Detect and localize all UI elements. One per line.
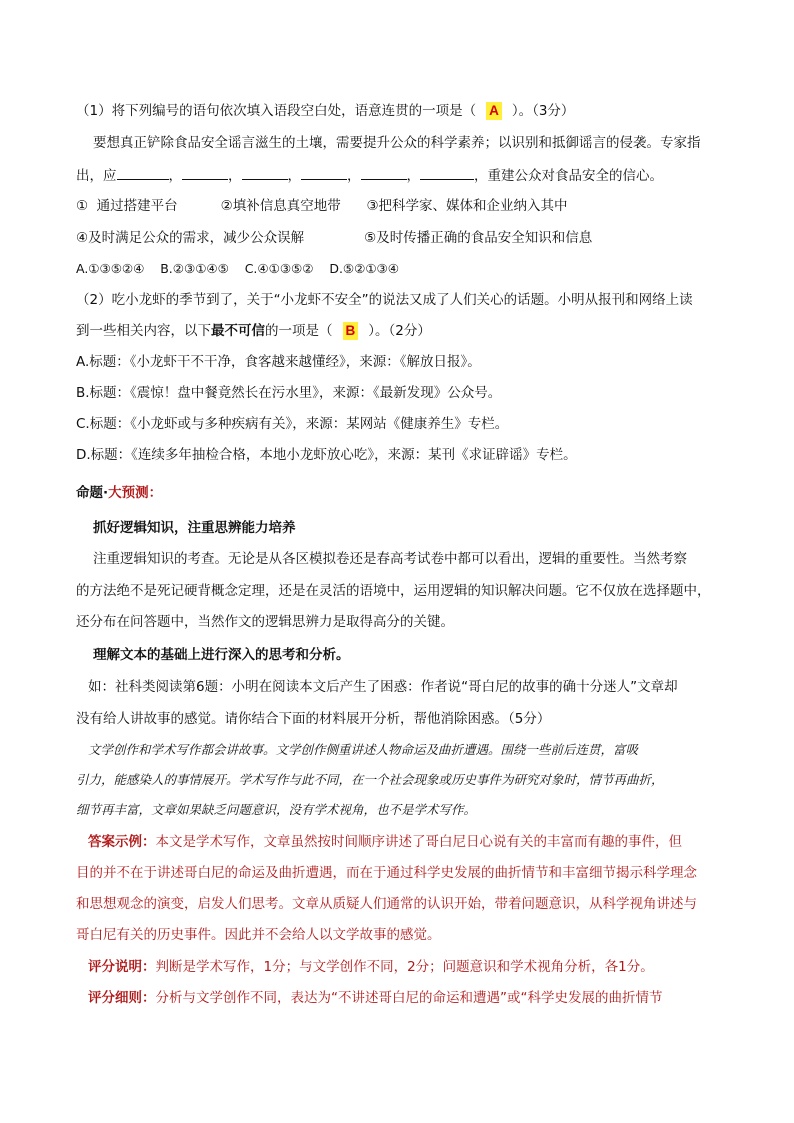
material-line2: 引力，能感染人的事情展开。学术写作与此不同，在一个社会现象或历史事件为研究对象时，情节再曲折， [76,772,664,787]
q1-options-line2: ④及时满足公众的需求，减少公众误解 ⑤及时传播正确的食品安全知识和信息 [76,230,593,246]
example-line2: 没有给人讲故事的感觉。请你结合下面的材料展开分析，帮他消除困惑。（5分） [76,711,551,727]
score-explanation: 评分说明：判断是学术写作，1分；与文学创作不同，2分；问题意识和学术视角分析，各1分。 [88,959,654,975]
q2-option-b: B.标题：《震惊！盘中餐竟然长在污水里》，来源：《最新发现》公众号。 [76,385,502,401]
q2-option-d: D.标题：《连续多年抽检合格，本地小龙虾放心吃》，来源：某刊《求证辟谣》专栏。 [76,447,577,463]
para-logic-line3: 还分布在问答题中，当然作文的逻辑思辨力是取得高分的关键。 [76,614,454,630]
para-logic-line2: 的方法绝不是死记硬背概念定理，还是在灵活的语境中，运用逻辑的知识解决问题。它不仅放在选择题中， [76,583,711,599]
score-detail: 评分细则：分析与文学创作不同，表达为“不讲述哥白尼的命运和遭遇”或“科学史发展的曲折情节 [88,990,663,1006]
section-label: 命题·大预测： [76,485,163,501]
answer-example-line1: 答案示例：本文是学术写作，文章虽然按时间顺序讲述了哥白尼日心说有关的丰富而有趣的事件，但 [88,834,682,850]
q2-stem-line1: （2）吃小龙虾的季节到了，关于“小龙虾不安全”的说法又成了人们关心的话题。小明从报刊和网络上读 [76,292,693,308]
fill-blank [361,165,407,180]
heading-analysis: 理解文本的基础上进行深入的思考和分析。 [93,647,350,663]
fill-blank [301,165,347,180]
material-line1: 文学创作和学术写作都会讲故事。文学创作侧重讲述人物命运及曲折遭遇。围绕一些前后连贯，富吸 [88,742,639,757]
q1-paragraph-line2: 出，应 ， ， ， ， ， ，重建公众对食品安全的信心。 [76,165,663,186]
fill-blank [420,165,474,180]
q1-choices: A.①③⑤②④ B.②③①④⑤ C.④①③⑤② D.⑤②①③④ [76,261,399,276]
fill-blank [182,165,228,180]
example-line1: 如：社科类阅读第6题：小明在阅读本文后产生了困惑：作者说“哥白尼的故事的确十分迷人”文章却 [88,679,678,695]
material-line3: 细节再丰富，文章如果缺乏问题意识，没有学术视角，也不是学术写作。 [76,802,477,817]
q2-option-a: A.标题：《小龙虾干不干净，食客越来越懂经》，来源：《解放日报》。 [76,354,481,370]
answer-example-line2: 目的并不在于讲述哥白尼的命运及曲折遭遇，而在于通过科学史发展的曲折情节和丰富细节揭示科学理念 [76,865,697,881]
q1-paragraph-line1: 要想真正铲除食品安全谣言滋生的土壤，需要提升公众的科学素养；以识别和抵御谣言的侵袭。专家指 [93,135,701,151]
fill-blank [242,165,288,180]
q2-stem-line2: 到一些相关内容，以下最不可信的一项是（ B ）。（2分） [76,323,431,339]
q2-option-c: C.标题：《小龙虾或与多种疾病有关》，来源：某网站《健康养生》专栏。 [76,416,509,432]
q1-options-line1: ① 通过搭建平台 ②填补信息真空地带 ③把科学家、媒体和企业纳入其中 [76,198,568,214]
q2-answer-highlight: B [343,322,359,340]
heading-logic: 抓好逻辑知识，注重思辨能力培养 [93,520,296,536]
para-logic-line1: 注重逻辑知识的考查。无论是从各区模拟卷还是春高考试卷中都可以看出，逻辑的重要性。当然考察 [93,551,687,567]
answer-example-line3: 和思想观念的演变，启发人们思考。文章从质疑人们通常的认识开始，带着问题意识，从科学视角讲述与 [76,896,697,912]
answer-example-line4: 哥白尼有关的历史事件。因此并不会给人以文学故事的感觉。 [76,927,441,943]
fill-blank [117,165,169,180]
q1-stem: （1）将下列编号的语句依次填入语段空白处，语意连贯的一项是（ A ）。（3分） [76,103,575,119]
q1-answer-highlight: A [486,102,502,120]
